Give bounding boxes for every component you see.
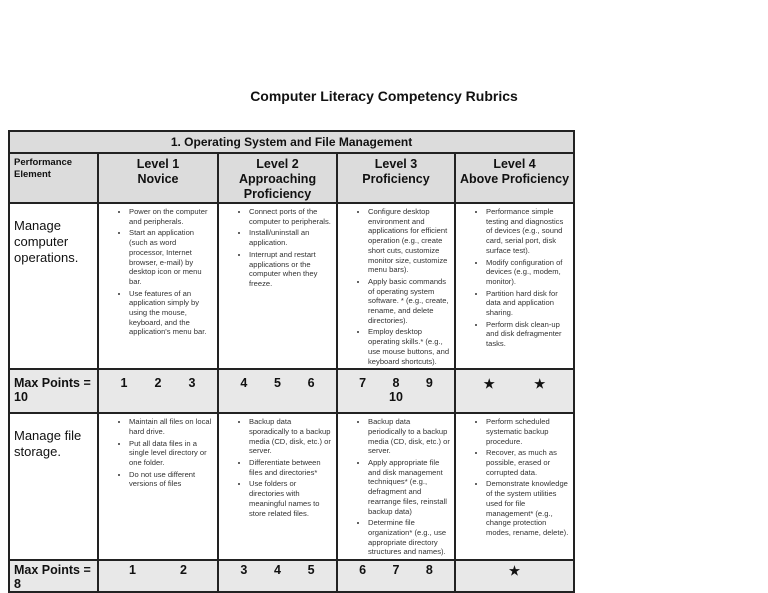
performance-element-header: Performance Element <box>9 153 98 203</box>
star-icon: ★ <box>534 377 546 392</box>
criterion: • Perform scheduled systematic backup procedure. <box>486 417 569 446</box>
criterion: • Configure desktop environment and applications for efficient operation (e.g., create short cuts, customize monitor size, customize menu bars). <box>368 207 450 275</box>
point-value: 4 <box>274 563 281 578</box>
level-label: Level 4 <box>493 157 536 171</box>
rubric-row-file-storage <box>9 413 574 560</box>
points-cell <box>218 369 337 413</box>
points-cell <box>337 369 455 413</box>
criteria-list <box>456 207 569 349</box>
criterion: • Install/uninstall an application. <box>249 228 332 247</box>
criterion: • Do not use different versions of files <box>129 470 213 489</box>
point-value: 10 <box>389 390 403 405</box>
point-value: 9 <box>425 376 433 391</box>
level-name: Approaching Proficiency <box>239 172 317 201</box>
rubric-table <box>8 130 575 593</box>
rubric-row-computer-operations <box>9 203 574 369</box>
criterion: • Maintain all files on local hard drive. <box>129 417 213 436</box>
criterion: • Apply basic commands of operating system software. * (e.g., create, rename, and delete directories). <box>368 277 450 326</box>
criterion: • Start an application (such as word processor, Internet browser, e-mail) by desktop icon or menu bar. <box>129 228 213 286</box>
criterion: • Use features of an application simply by using the mouse, keyboard, and the application's menu bar. <box>129 289 213 338</box>
criterion: • Partition hard disk for data and application sharing. <box>486 289 569 318</box>
point-value: 2 <box>180 563 187 578</box>
max-points: Max Points = 8 <box>9 560 98 592</box>
criteria-cell <box>218 413 337 560</box>
criterion: • Backup data periodically to a backup media (CD, disk, etc.) or server. <box>368 417 450 456</box>
points-cell <box>218 560 337 592</box>
criteria-cell <box>455 203 574 369</box>
level-name: Proficiency <box>362 172 430 186</box>
points-cell <box>455 369 574 413</box>
criterion: • Perform disk clean-up and disk defragmenter tasks. <box>486 320 569 349</box>
point-values <box>338 370 454 404</box>
criterion: • Demonstrate knowledge of the system utilities used for file management* (e.g., change protection modes, rename, delete). <box>486 479 569 537</box>
point-values <box>456 561 573 578</box>
point-value: 4 <box>240 376 248 391</box>
point-value: 3 <box>188 376 196 391</box>
point-value: 5 <box>274 376 281 391</box>
point-value: 6 <box>307 376 315 391</box>
level-label: Level 3 <box>374 157 418 171</box>
criterion: • Apply appropriate file and disk management techniques* (e.g., defragment and rearrange files, reinstall backup data) <box>368 458 450 516</box>
points-row <box>9 369 574 413</box>
star-icon: ★ <box>483 377 495 392</box>
star-icon: ★ <box>508 564 521 579</box>
criteria-list <box>338 417 450 557</box>
criteria-cell <box>337 203 455 369</box>
performance-element: Manage file storage. <box>9 413 98 560</box>
point-values <box>99 370 217 390</box>
criteria-cell <box>337 413 455 560</box>
level-name: Novice <box>137 172 179 186</box>
point-value: 7 <box>392 563 400 578</box>
criterion: • Recover, as much as possible, erased or corrupted data. <box>486 448 569 477</box>
level-label: Level 2 <box>256 157 299 171</box>
criteria-list <box>338 207 450 366</box>
point-value: 2 <box>154 376 162 391</box>
criterion: • Modify configuration of devices (e.g., modem, monitor). <box>486 258 569 287</box>
point-value: 8 <box>425 563 433 578</box>
section-header: 1. Operating System and File Management <box>9 131 574 153</box>
criteria-cell <box>455 413 574 560</box>
point-value: 8 <box>392 376 400 391</box>
point-value: 7 <box>359 376 367 391</box>
point-value: 1 <box>129 563 136 578</box>
point-values <box>456 370 573 391</box>
point-value: 3 <box>240 563 248 578</box>
point-value: 1 <box>120 376 128 391</box>
criterion: • Determine file organization* (e.g., use appropriate directory structures and names). <box>368 518 450 557</box>
points-cell <box>98 369 218 413</box>
level-1-header <box>98 153 218 203</box>
criteria-list <box>219 207 332 289</box>
criteria-cell <box>98 203 218 369</box>
point-values <box>99 561 217 577</box>
criterion: • Employ desktop operating skills.* (e.g., use mouse buttons, and keyboard shortcuts). <box>368 327 450 366</box>
level-label: Level 1 <box>136 157 180 171</box>
points-row <box>9 560 574 592</box>
criterion: • Power on the computer and peripherals. <box>129 207 213 226</box>
level-name: Above Proficiency <box>459 172 570 186</box>
criteria-list <box>219 417 332 518</box>
criteria-list <box>99 207 213 337</box>
criterion: • Backup data sporadically to a backup media (CD, disk, etc.) or server. <box>249 417 332 456</box>
criteria-cell <box>98 413 218 560</box>
criterion: • Differentiate between files and directories* <box>249 458 332 477</box>
criterion: • Use folders or directories with meaningful names to store related files. <box>249 479 332 518</box>
criterion: • Performance simple testing and diagnostics of devices (e.g., sound card, serial port, disk surface test). <box>486 207 569 256</box>
criteria-list <box>99 417 213 489</box>
level-2-header <box>218 153 337 203</box>
point-values <box>338 561 454 577</box>
point-value: 5 <box>307 563 315 578</box>
criteria-list <box>456 417 569 537</box>
header-row <box>9 153 574 203</box>
points-cell <box>337 560 455 592</box>
points-cell <box>455 560 574 592</box>
point-value: 6 <box>359 563 367 578</box>
point-values <box>219 561 336 577</box>
point-values <box>219 370 336 390</box>
document-title: Computer Literacy Competency Rubrics <box>250 88 518 104</box>
criterion: • Interrupt and restart applications or the computer when they freeze. <box>249 250 332 289</box>
level-4-header <box>455 153 574 203</box>
criteria-cell <box>218 203 337 369</box>
level-3-header <box>337 153 455 203</box>
criterion: • Put all data files in a single level directory or one folder. <box>129 439 213 468</box>
criterion: • Connect ports of the computer to peripherals. <box>249 207 332 226</box>
performance-element: Manage computer operations. <box>9 203 98 369</box>
points-cell <box>98 560 218 592</box>
max-points: Max Points = 10 <box>9 369 98 413</box>
